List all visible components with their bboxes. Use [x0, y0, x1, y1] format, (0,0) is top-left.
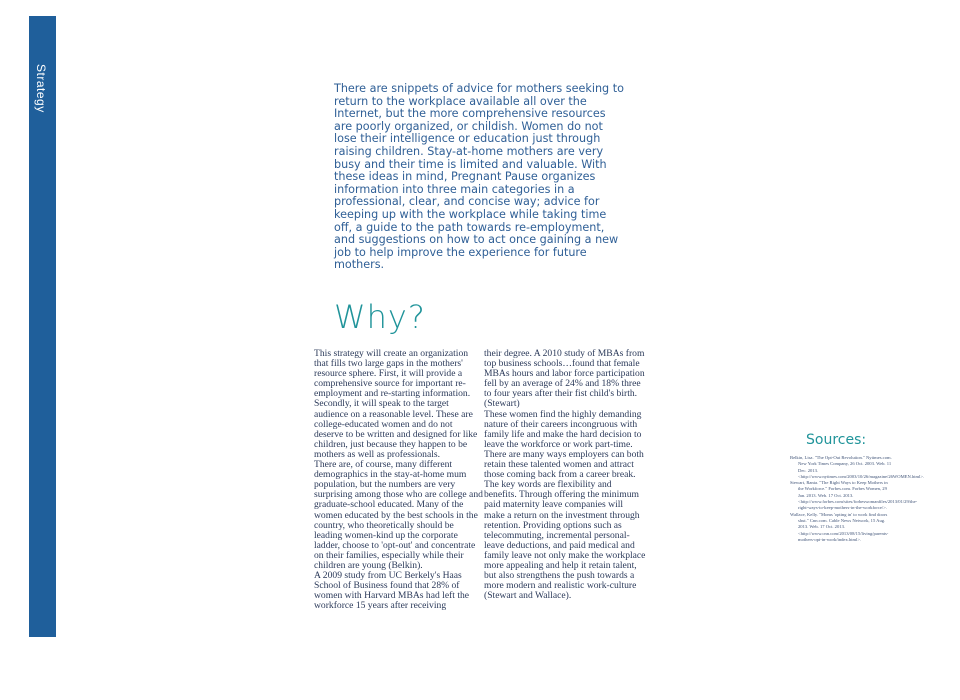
paragraph: These women find the highly demanding nature of their careers incongruous with family life and make the hard decision to leave the workforce or work part-time. There are many ways employers can both retain these talented women and attract those coming back from a career break. The key words are flexibility and benefits. Through offering the minimum paid maternity leave companies will make a return on the investment through retention. Providing options such as telecommuting, incremental personal-leave deductions, and paid medical and family leave not only make the workplace more appealing and help it retain talent, but also strengthens the push towards a more modern and realistic work-culture (Stewart and Wallace). [484, 408, 646, 602]
paragraph: There are, of course, many different demographics in the stay-at-home mum population, but the numbers are very surprising among those who are college and graduate-school educated. Many of the women educated by the best schools in the country, who theoretically should be leading women-kind up the corporate ladder, choose to 'opt-out' and concentrate on their families, especially while their children are young (Belkin). [314, 459, 483, 571]
sources-heading: Sources: [806, 432, 867, 448]
body-column-left [314, 349, 484, 611]
section-heading: Why? [334, 298, 426, 336]
source-entry: Wallace, Kelly. "Moms 'opting in' to work find doors shut." Cnn.com. Cable News Network, 15 Aug. 2013. Web. 17 Oct. 2013. <http://www.cnn.com/2013/08/15/living/parents-mothers-opt-in-work/index.html>. [790, 511, 889, 542]
intro-paragraph: There are snippets of advice for mothers seeking to return to the workplace available all over the Internet, but the more comprehensive resources are poorly organized, or childish. Women do not lose their intelligence or education just through raising children. Stay-at-home mothers are very busy and their time is limited and valuable. With these ideas in mind, Pregnant Pause organizes information into three main categories in a professional, clear, and concise way; advice for keeping up with the workplace while taking time off, a guide to the path towards re-employment, and suggestions on how to act once gaining a new job to help improve the experience for future mothers. [334, 82, 624, 272]
sources-list [790, 455, 925, 543]
source-entry: Belkin, Lisa. "The Opt-Out Revolution." Nytimes.com. New York Times Company, 26 Oct. 2003. Web. 11 Dec. 2013. <http://www.nytimes.com/2003/10/26/magazine/26WOMEN.html>. [790, 455, 925, 479]
paragraph: A 2009 study from UC Berkely's Haas School of Business found that 28% of women with Harvard MBAs had left the workforce 15 years after receiving [314, 570, 470, 612]
paragraph: their degree. A 2010 study of MBAs from top business schools…found that female MBAs hours and labor force participation fell by an average of 24% and 18% three to four years after their fist child's birth. (Stewart) [484, 348, 645, 410]
sidebar-label: Strategy [34, 64, 48, 113]
body-column-right [484, 349, 646, 601]
source-entry: Stewart, Rania. "The Right Ways to Keep Mothers in the Workforce." Forbes.com. Forbes Women, 29 Jan. 2013. Web. 17 Oct. 2013. <http://www.forbes.com/sites/forbeswomanfiles/2013/01/29/the-right-ways-to-keep-mothers-in-the-workforce/>. [790, 480, 918, 511]
paragraph: This strategy will create an organization that fills two large gaps in the mothers' resource sphere. First, it will provide a comprehensive source for important re-employment and re-starting information. Secondly, it will speak to the target audience on a reasonable level. These are college-educated women and do not deserve to be written and designed for like children, just because they happen to be mothers as well as professionals. [314, 348, 478, 460]
